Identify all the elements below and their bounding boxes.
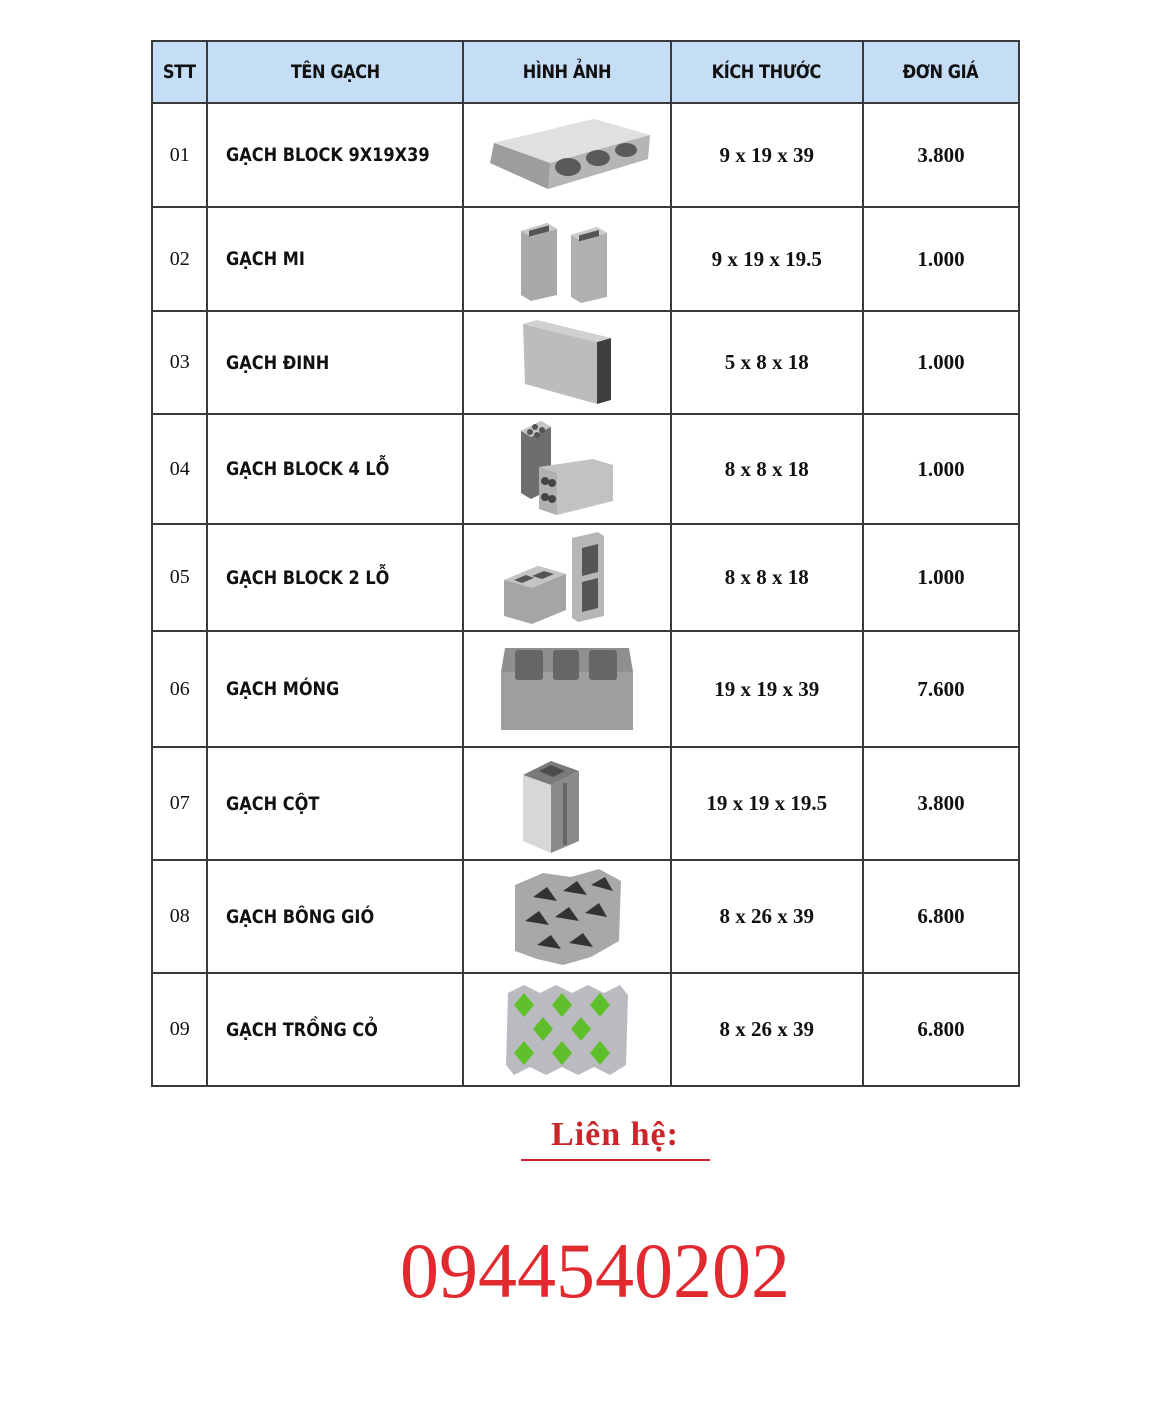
row-image: [463, 207, 670, 311]
row-image: [463, 103, 670, 207]
row-image: [463, 747, 670, 860]
row-image: [463, 414, 670, 524]
row-stt: 09: [152, 973, 207, 1086]
header-name: TÊN GẠCH: [207, 41, 463, 103]
row-name: GẠCH CỘT: [207, 747, 463, 860]
row-price: 3.800: [863, 103, 1019, 207]
row-size: 8 x 8 x 18: [671, 414, 863, 524]
row-price: 6.800: [863, 973, 1019, 1086]
row-image: [463, 311, 670, 414]
row-name: GẠCH BÔNG GIÓ: [207, 860, 463, 973]
row-stt: 02: [152, 207, 207, 311]
contact-underline: [521, 1159, 710, 1161]
table-row: [152, 747, 1019, 860]
row-name: GẠCH TRỒNG CỎ: [207, 973, 463, 1086]
table-row: [152, 973, 1019, 1086]
row-price: 1.000: [863, 414, 1019, 524]
table-row: [152, 311, 1019, 414]
row-size: 9 x 19 x 19.5: [671, 207, 863, 311]
row-name: GẠCH ĐINH: [207, 311, 463, 414]
row-size: 8 x 26 x 39: [671, 860, 863, 973]
table-row: [152, 103, 1019, 207]
row-name: GẠCH BLOCK 2 LỖ: [207, 524, 463, 631]
table-row: [152, 207, 1019, 311]
thin-hollow-block-pair-icon: [517, 215, 617, 303]
row-image: [463, 524, 670, 631]
hollow-block-3-hole-flat-icon: [482, 115, 652, 195]
four-hole-block-icon: [517, 419, 617, 519]
row-size: 19 x 19 x 39: [671, 631, 863, 747]
row-name: GẠCH MI: [207, 207, 463, 311]
table-row: [152, 414, 1019, 524]
row-name: GẠCH MÓNG: [207, 631, 463, 747]
row-name: GẠCH BLOCK 4 LỖ: [207, 414, 463, 524]
row-size: 5 x 8 x 18: [671, 311, 863, 414]
table-row: [152, 860, 1019, 973]
row-size: 19 x 19 x 19.5: [671, 747, 863, 860]
column-block-icon: [517, 753, 617, 855]
row-stt: 03: [152, 311, 207, 414]
row-price: 1.000: [863, 311, 1019, 414]
row-price: 3.800: [863, 747, 1019, 860]
two-hole-block-icon: [502, 530, 632, 626]
header-size: KÍCH THƯỚC: [671, 41, 863, 103]
row-stt: 08: [152, 860, 207, 973]
row-size: 8 x 8 x 18: [671, 524, 863, 631]
price-table: [151, 40, 1020, 1087]
row-size: 9 x 19 x 39: [671, 103, 863, 207]
table-row: [152, 524, 1019, 631]
ventilation-block-icon: [507, 867, 627, 967]
row-price: 1.000: [863, 207, 1019, 311]
row-image: [463, 973, 670, 1086]
phone-number[interactable]: 0944540202: [400, 1227, 790, 1314]
header-price: ĐƠN GIÁ: [863, 41, 1019, 103]
row-image: [463, 860, 670, 973]
row-stt: 07: [152, 747, 207, 860]
grass-paver-icon: [502, 983, 632, 1077]
table-header-row: [152, 41, 1019, 103]
header-image: HÌNH ẢNH: [463, 41, 670, 103]
row-stt: 05: [152, 524, 207, 631]
row-stt: 04: [152, 414, 207, 524]
row-stt: 01: [152, 103, 207, 207]
contact-label: Liên hệ:: [551, 1116, 679, 1153]
row-price: 7.600: [863, 631, 1019, 747]
foundation-block-icon: [497, 644, 637, 734]
row-stt: 06: [152, 631, 207, 747]
row-image: [463, 631, 670, 747]
row-price: 1.000: [863, 524, 1019, 631]
table-row: [152, 631, 1019, 747]
row-size: 8 x 26 x 39: [671, 973, 863, 1086]
row-name: GẠCH BLOCK 9X19X39: [207, 103, 463, 207]
solid-brick-icon: [517, 320, 617, 406]
header-stt: STT: [152, 41, 207, 103]
row-price: 6.800: [863, 860, 1019, 973]
